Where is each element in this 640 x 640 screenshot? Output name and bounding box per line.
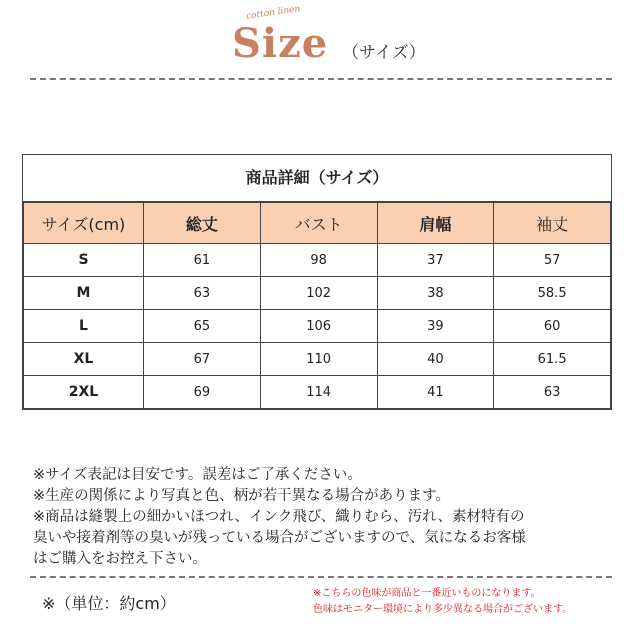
top-divider bbox=[30, 78, 612, 80]
table-header-row bbox=[24, 203, 611, 244]
table-row bbox=[24, 376, 611, 409]
sleeve-cell: 63 bbox=[494, 376, 611, 409]
col-header-shoulder: 肩幅 bbox=[377, 203, 494, 244]
table-row bbox=[24, 310, 611, 343]
note-line: ※サイズ表記は目安です。誤差はご了承ください。 bbox=[33, 467, 362, 483]
bust-cell: 98 bbox=[260, 244, 377, 277]
sleeve-cell: 58.5 bbox=[494, 277, 611, 310]
col-header-sleeve: 袖丈 bbox=[494, 203, 611, 244]
shoulder-cell: 40 bbox=[377, 343, 494, 376]
length-cell: 61 bbox=[144, 244, 261, 277]
size-cell: L bbox=[24, 310, 144, 343]
size-cell: 2XL bbox=[24, 376, 144, 409]
sleeve-cell: 60 bbox=[494, 310, 611, 343]
table-row bbox=[24, 277, 611, 310]
length-cell: 69 bbox=[144, 376, 261, 409]
size-title: Size bbox=[232, 20, 329, 67]
size-cell: M bbox=[24, 277, 144, 310]
bust-cell: 114 bbox=[260, 376, 377, 409]
size-table bbox=[22, 154, 612, 410]
note-line: 臭いや接着剤等の臭いが残っている場合がございますので、気になるお客様 bbox=[33, 530, 526, 546]
note-line: はご購入をお控え下さい。 bbox=[33, 551, 207, 567]
bust-cell: 110 bbox=[260, 343, 377, 376]
unit-note: ※（単位：約cm） bbox=[42, 594, 176, 613]
color-warning-line: 色味はモニター環境により多少異なる場合がございます。 bbox=[313, 604, 573, 615]
shoulder-cell: 38 bbox=[377, 277, 494, 310]
table-caption: 商品詳細（サイズ） bbox=[23, 155, 611, 202]
table-row bbox=[24, 343, 611, 376]
size-cell: S bbox=[24, 244, 144, 277]
length-cell: 65 bbox=[144, 310, 261, 343]
brand-subtitle: cotton linen bbox=[245, 4, 301, 22]
length-cell: 63 bbox=[144, 277, 261, 310]
sleeve-cell: 61.5 bbox=[494, 343, 611, 376]
color-warning-line: ※こちらの色味が商品と一番近いものになります。 bbox=[313, 588, 541, 599]
color-warning bbox=[313, 586, 572, 618]
shoulder-cell: 37 bbox=[377, 244, 494, 277]
bust-cell: 102 bbox=[260, 277, 377, 310]
size-cell: XL bbox=[24, 343, 144, 376]
page-header bbox=[0, 6, 640, 76]
note-line: ※生産の関係により写真と色、柄が若干異なる場合があります。 bbox=[33, 488, 450, 504]
notes-block bbox=[33, 465, 623, 570]
size-title-paren: （サイズ） bbox=[342, 43, 426, 63]
col-header-length: 総丈 bbox=[144, 203, 261, 244]
table-row bbox=[24, 244, 611, 277]
bust-cell: 106 bbox=[260, 310, 377, 343]
shoulder-cell: 39 bbox=[377, 310, 494, 343]
bottom-divider bbox=[30, 576, 612, 578]
note-line: ※商品は縫製上の細かいほつれ、インク飛び、織りむら、汚れ、素材特有の bbox=[33, 509, 525, 525]
length-cell: 67 bbox=[144, 343, 261, 376]
col-header-bust: バスト bbox=[260, 203, 377, 244]
shoulder-cell: 41 bbox=[377, 376, 494, 409]
sleeve-cell: 57 bbox=[494, 244, 611, 277]
col-header-size: サイズ(cm) bbox=[24, 203, 144, 244]
